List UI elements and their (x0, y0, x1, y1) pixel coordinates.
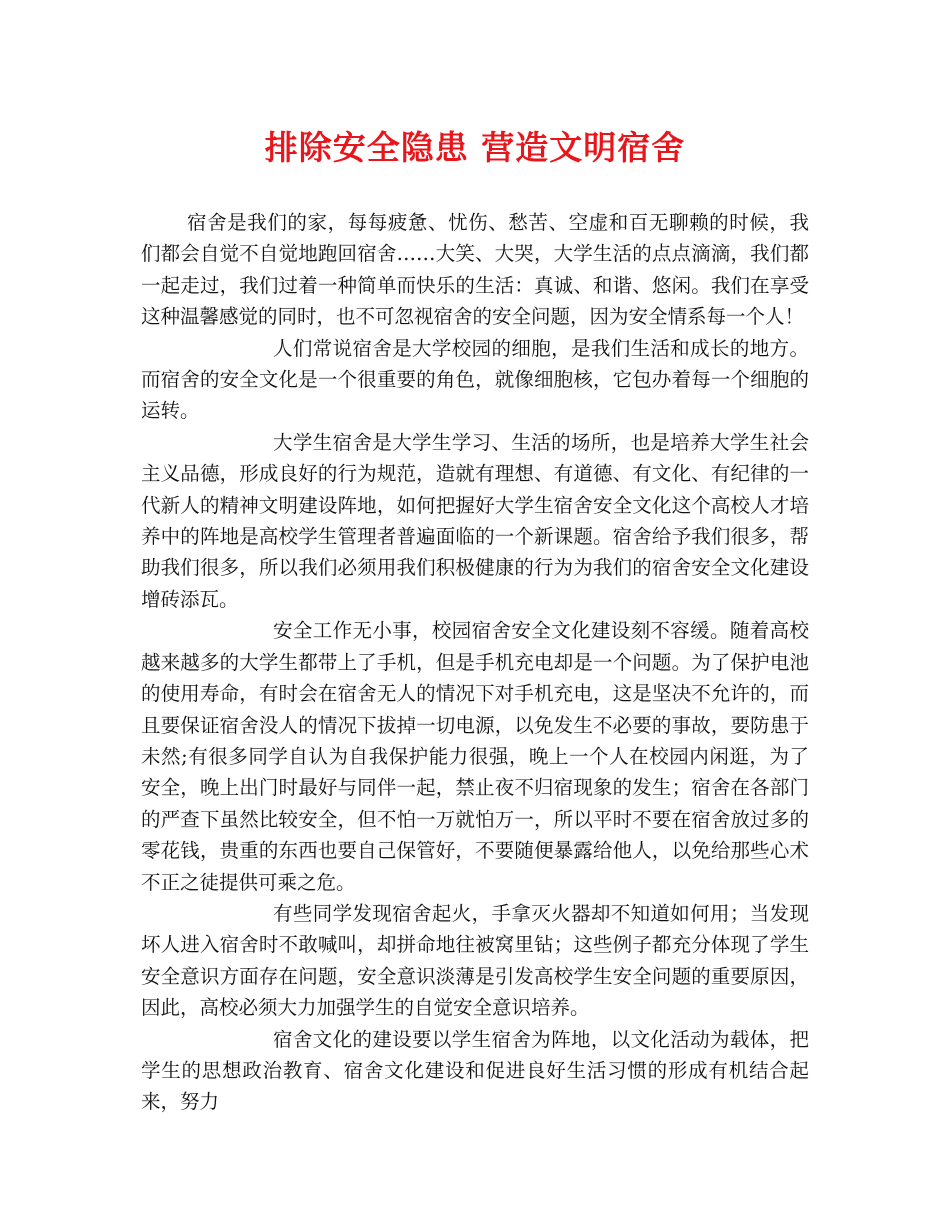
paragraph-2: 人们常说宿舍是大学校园的细胞，是我们生活和成长的地方。而宿舍的安全文化是一个很重要的角色，就像细胞核，它包办着每一个细胞的运转。 (141, 336, 809, 423)
paragraph-5: 有些同学发现宿舍起火，手拿灭火器却不知道如何用；当发现坏人进入宿舍时不敢喊叫，却拼命地往被窝里钻；这些例子都充分体现了学生安全意识方面存在问题，安全意识淡薄是引发高校学生安全问题的重要原因，因此，高校必须大力加强学生的自觉安全意识培养。 (141, 901, 809, 1020)
paragraph-6: 宿舍文化的建设要以学生宿舍为阵地，以文化活动为载体，把学生的思想政治教育、宿舍文化建设和促进良好生活习惯的形成有机结合起来，努力 (141, 1027, 809, 1114)
paragraph-1: 宿舍是我们的家，每每疲惫、忧伤、愁苦、空虚和百无聊赖的时候，我们都会自觉不自觉地跑回宿舍……大笑、大哭，大学生活的点点滴滴，我们都一起走过，我们过着一种简单而快乐的生活：真诚、和谐、悠闲。我们在享受这种温馨感觉的同时，也不可忽视宿舍的安全问题，因为安全情系每一个人！ (141, 211, 809, 329)
document-body (141, 207, 809, 1118)
paragraph-3: 大学生宿舍是大学生学习、生活的场所，也是培养大学生社会主义品德，形成良好的行为规范，造就有理想、有道德、有文化、有纪律的一代新人的精神文明建设阵地，如何把握好大学生宿舍安全文化这个高校人才培养中的阵地是高校学生管理者普遍面临的一个新课题。宿舍给予我们很多，帮助我们很多，所以我们必须用我们积极健康的行为为我们的宿舍安全文化建设增砖添瓦。 (141, 430, 809, 611)
document-title: 排除安全隐患 营造文明宿舍 (264, 128, 686, 167)
paragraph-4: 安全工作无小事，校园宿舍安全文化建设刻不容缓。随着高校越来越多的大学生都带上了手机，但是手机充电却是一个问题。为了保护电池的使用寿命，有时会在宿舍无人的情况下对手机充电，这是坚决不允许的，而且要保证宿舍没人的情况下拔掉一切电源，以免发生不必要的事故，要防患于未然;有很多同学自认为自我保护能力很强，晚上一个人在校园内闲逛，为了安全，晚上出门时最好与同伴一起，禁止夜不归宿现象的发生；宿舍在各部门的严查下虽然比较安全，但不怕一万就怕万一，所以平时不要在宿舍放过多的零花钱，贵重的东西也要自己保管好，不要随便暴露给他人，以免给那些心术不正之徒提供可乘之危。 (141, 619, 809, 894)
